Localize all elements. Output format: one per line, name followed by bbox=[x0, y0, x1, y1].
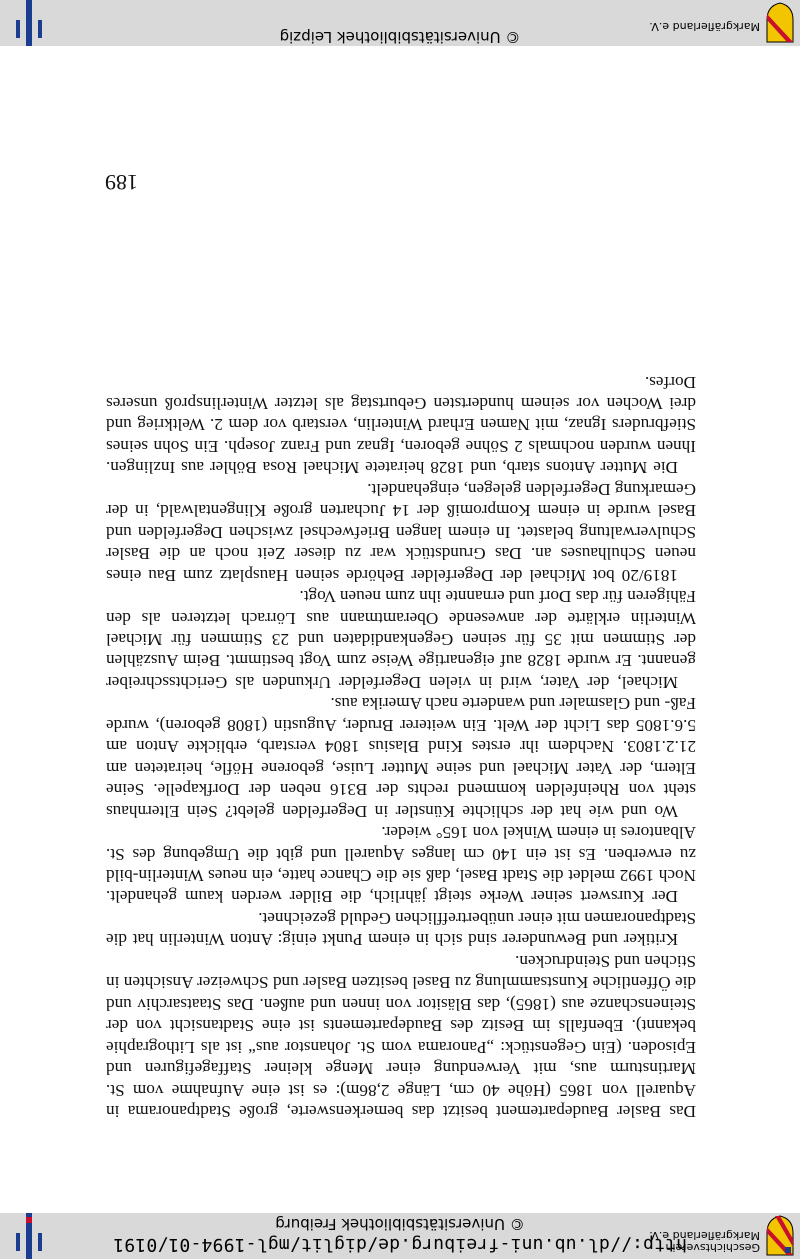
page-number: 189 bbox=[105, 170, 138, 195]
paragraph: Das Basler Baudepartement besitzt das bemerkenswerte, große Stadtpanorama in Aquarell von 1865 (Höhe 40 cm, Länge 2,86m): es ist eine Aufnahme vom St. Martinsturm aus, mit Verwendung einer Menge kleiner Staffagefiguren und Episoden. (Ein Gegenstück: „Panorama vom St. Johanstor aus“ ist als Lithographie bekannt). Ebenfalls im Besitz des Baudepartements ist eine Stadtansicht von der Steinenschanze aus (1865), das Bläsitor von innen und außen. Das Staatsarchiv und die Öffentliche Kunstsammlung zu Basel besitzen Basler und Schweizer Ansichten in Stichen und Steindrucken. bbox=[106, 951, 696, 1121]
library-credit: © Universitätsbibliothek Freiburg bbox=[275, 1215, 525, 1233]
document-url[interactable]: http://dl.ub.uni-freiburg.de/diglit/mgl-1994-01/0191 bbox=[113, 1234, 687, 1255]
logo-caption: Markgräflerland e.V. bbox=[649, 20, 760, 33]
university-logo bbox=[10, 1213, 48, 1259]
paragraph: Kritiker und Bewunderer sind sich in einem Punkt einig: Anton Winterlin hat die Stadtpanoramen mit einer unübertrefflichen Geduld gezeichnet. bbox=[106, 908, 696, 950]
body-text bbox=[106, 371, 696, 1122]
paragraph: Der Kurswert seiner Werke steigt jährlich, die Bilder werden kaum gehandelt. Noch 1992 meldet die Stadt Basel, daß sie die Chance hatte, ein neues Winterlin-bild zu erwerben. Es ist ein 140 cm langes Aquarell und gibt die Umgebung des St. Albantores in einem Winkel von 165° wieder. bbox=[106, 823, 696, 907]
footer-bar bbox=[0, 0, 800, 46]
university-logo bbox=[10, 0, 48, 46]
paragraph: Wo und wie hat der schlichte Künstler in Degerfelden gelebt? Sein Elternhaus steht von Rheinfelden kommend rechts der B316 neben der Dorfkapelle. Seine Eltern, der Vater Michael und seine Mutter Luise, geborene Höfle, heirateten am 21.2.1803. Nachdem ihr erstes Kind Blasius 1804 verstarb, erblickte Anton am 5.6.1805 das Licht der Welt. Ein weiterer Bruder, Augustin (1808 geboren), wurde Faß- und Glasmaler und wanderte nach Amerika aus. bbox=[106, 694, 696, 821]
paragraph: 1819/20 bot Michael der Degerfelder Behörde seinen Hausplatz zum Bau eines neuen Schulhauses an. Das Grundstück war zu dieser Zeit noch an die Basler Schulverwaltung belastet. In einem langen Briefwechsel zwischen Degerfelden und Basel wurde in einem Kompromiß der 14 Jucharten große Klingentalwald, in der Gemarkung Degerfelden gelegen, eingehandelt. bbox=[106, 479, 696, 585]
logo-caption: Geschichtsverein Markgräflerland e.V. bbox=[649, 1229, 760, 1254]
paragraph: Die Mutter Antons starb, und 1828 heiratete Michael Rosa Böhler aus Inzlingen. Ihnen wurden nochmals 2 Söhne geboren, Ignaz und Franz Joseph. Ein Sohn seines Stiefbruders Ignaz, mit Namen Erhard Winterlin, verstarb vor dem 2. Weltkrieg und drei Wochen vor seinem hundertsten Geburtstag als letzter Winterlinsproß unseres Dorfes. bbox=[106, 372, 696, 478]
library-credit: © Universitätsbibliothek Leipzig bbox=[279, 28, 521, 46]
header-bar bbox=[0, 1213, 800, 1259]
paragraph: Michael, der Vater, wird in vielen Degerfelder Urkunden als Gerichtsschreiber genannt. Er wurde 1828 auf eigenartige Weise zum Vogt bestimmt. Beim Auszählen der Stimmen mit 35 für seinen Gegenkandidaten und 23 Stimmen für Michael Winterlin erklärte der anwesende Oberamtmann aus Lörrach letzteren als den Fähigeren für das Dorf und ernannte ihn zum neuen Vogt. bbox=[106, 587, 696, 692]
